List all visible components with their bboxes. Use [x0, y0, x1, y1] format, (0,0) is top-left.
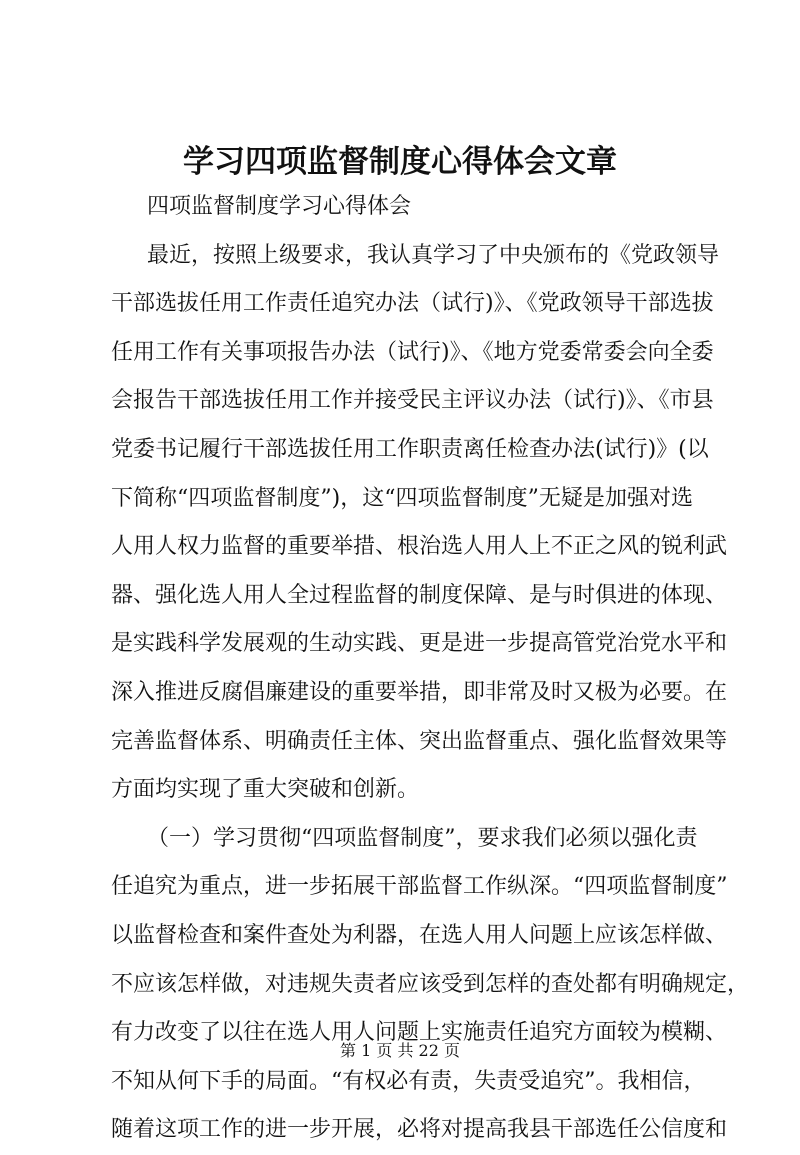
paragraph-line: 有力改变了以往在选人用人问题上实施责任追究方面较为模糊、	[111, 1020, 728, 1046]
paragraph-line: 完善监督体系、明确责任主体、突出监督重点、强化监督效果等	[111, 728, 728, 754]
paragraph-line: 干部选拔任用工作责任追究办法（试行)》、《党政领导干部选拔	[111, 291, 714, 317]
paragraph-line: 会报告干部选拔任用工作并接受民主评议办法（试行)》、《市县	[111, 388, 714, 414]
paragraph-line: 下简称“四项监督制度”)，这“四项监督制度”无疑是加强对选	[111, 485, 693, 511]
paragraph-line: 方面均实现了重大突破和创新。	[111, 777, 420, 803]
paragraph-line: 不知从何下手的局面。“有权必有责，失责受追究”。我相信，	[111, 1068, 706, 1094]
paragraph-line: 不应该怎样做，对违规失责者应该受到怎样的查处都有明确规定，	[111, 971, 750, 997]
paragraph-line: 任追究为重点，进一步拓展干部监督工作纵深。“四项监督制度”	[111, 874, 728, 900]
page-number-footer: 第 1 页 共 22 页	[340, 1041, 460, 1060]
paragraph-line: 深入推进反腐倡廉建设的重要举措，即非常及时又极为必要。在	[111, 679, 728, 705]
paragraph-line: 器、强化选人用人全过程监督的制度保障、是与时俱进的体现、	[111, 582, 728, 608]
document-title: 学习四项监督制度心得体会文章	[183, 144, 617, 180]
paragraph-line: 以监督检查和案件查处为利器，在选人用人问题上应该怎样做、	[111, 922, 728, 948]
document-body	[111, 183, 750, 1155]
subtitle-line: 四项监督制度学习心得体会	[147, 194, 412, 219]
paragraph-line: 人用人权力监督的重要举措、根治选人用人上不正之风的锐利武	[111, 534, 728, 560]
paragraph-line: 党委书记履行干部选拔任用工作职责离任检查办法(试行)》(以	[111, 436, 709, 462]
paragraph-line: 随着这项工作的进一步开展，必将对提高我县干部选任公信度和	[111, 1117, 728, 1143]
paragraph-line: （一）学习贯彻“四项监督制度”，要求我们必须以强化责	[147, 825, 698, 851]
paragraph-line: 是实践科学发展观的生动实践、更是进一步提高管党治党水平和	[111, 631, 728, 657]
paragraph-line: 最近，按照上级要求，我认真学习了中央颁布的《党政领导	[147, 242, 720, 268]
paragraph-line: 任用工作有关事项报告办法（试行)》、《地方党委常委会向全委	[111, 339, 714, 365]
